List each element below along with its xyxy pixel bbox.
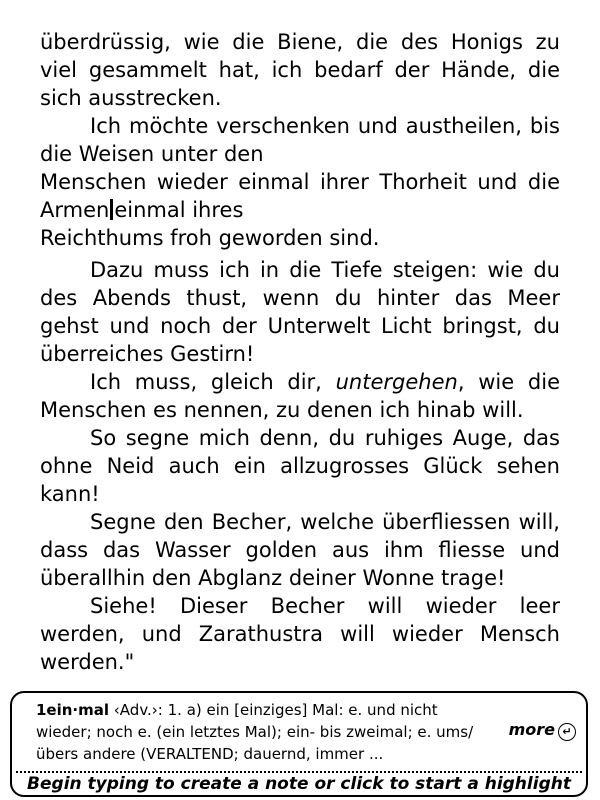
paragraph[interactable] xyxy=(40,368,560,424)
text-span[interactable]: Menschen wieder einmal ihrer Thorheit und die Armen xyxy=(40,170,560,222)
paragraph[interactable]: Dazu muss ich in die Tiefe steigen: wie du des Abends thust, wenn du hinter das Meer gehst und noch der Unterwelt Licht bringst, du überreiches Gestirn! xyxy=(40,258,560,366)
divider xyxy=(16,771,582,773)
paragraph[interactable]: Segne den Becher, welche überfliessen will, dass das Wasser golden aus ihm fliesse und überallhin den Abglanz deiner Wonne trage! xyxy=(40,510,560,590)
paragraph[interactable]: Siehe! Dieser Becher will wieder leer werden, und Zarathustra will wieder Mensch werden." xyxy=(40,594,560,674)
more-label: more xyxy=(508,720,555,739)
paragraph[interactable]: überdrüssig, wie die Biene, die des Honigs zu viel gesammelt hat, ich bedarf der Hände, die sich ausstrecken. xyxy=(40,30,560,110)
more-button[interactable] xyxy=(509,720,576,741)
text-span[interactable]: Ich möchte verschenken und austheilen, bis die Weisen unter den xyxy=(40,114,560,166)
emphasized-word[interactable]: untergehen xyxy=(335,370,458,394)
dictionary-definition xyxy=(36,699,486,765)
paragraph[interactable] xyxy=(40,112,560,252)
text-span[interactable]: , wie die Menschen es nennen, zu denen ich hinab will. xyxy=(40,370,560,422)
text-span[interactable]: Reichthums froh geworden sind. xyxy=(40,226,380,250)
paragraph[interactable]: So segne mich denn, du ruhiges Auge, das ohne Neid auch ein allzugrosses Glück sehen kann! xyxy=(40,426,560,506)
dictionary-popup[interactable] xyxy=(10,691,588,797)
text-span[interactable]: Ich muss, gleich dir, xyxy=(90,370,336,394)
book-text[interactable] xyxy=(40,28,560,694)
dictionary-headword: 1ein·mal xyxy=(36,701,110,719)
text-span[interactable]: einmal ihres xyxy=(114,198,244,222)
dictionary-definition-text: ‹Adv.›: 1. a) ein [einziges] Mal: e. und nicht wieder; noch e. (ein letztes Mal); ein- bis zweimal; e. ums/übers andere (VERALTEND; dauernd, immer ... xyxy=(36,701,474,763)
enter-icon: ↵ xyxy=(558,723,576,741)
text-cursor xyxy=(110,199,113,220)
note-highlight-hint: Begin typing to create a note or click to start a highlight xyxy=(27,774,571,794)
